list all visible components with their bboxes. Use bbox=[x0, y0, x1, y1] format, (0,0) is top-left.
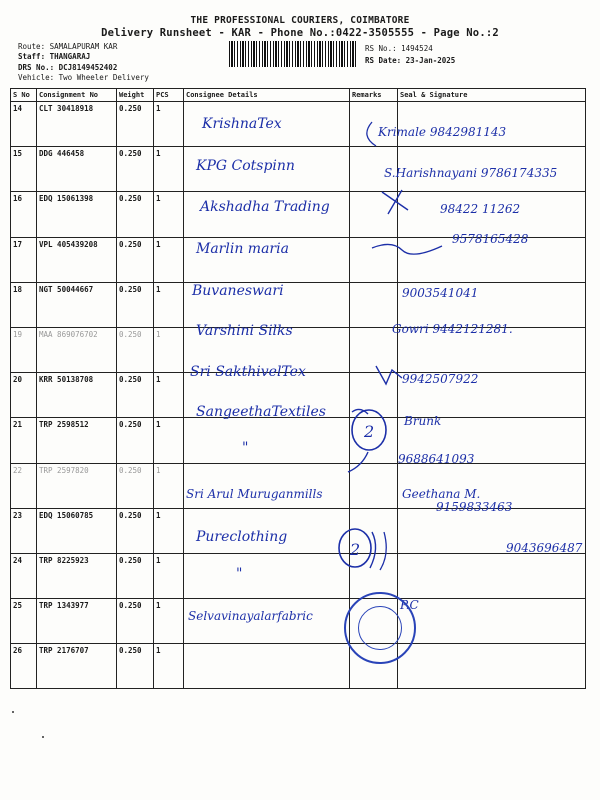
handwritten-signature: Krimale 9842981143 bbox=[378, 125, 507, 139]
delivery-seal-stamp bbox=[344, 592, 416, 664]
staff-label: Staff: THANGARAJ bbox=[18, 52, 91, 61]
col-sno: S No bbox=[11, 89, 37, 102]
cell-pcs: 1 bbox=[154, 463, 184, 508]
col-signature: Seal & Signature bbox=[398, 89, 586, 102]
cell-consignment: TRP 1343977 bbox=[37, 599, 117, 644]
handwritten-signature: 9578165428 bbox=[452, 232, 529, 246]
cell-consignment: NGT 50044667 bbox=[37, 282, 117, 327]
handwritten-consignee: " bbox=[236, 566, 243, 582]
cell-weight: 0.250 bbox=[117, 237, 154, 282]
handwritten-consignee: Sri SakthivelTex bbox=[190, 364, 306, 380]
cell-consignment: CLT 30418918 bbox=[37, 102, 117, 147]
cell-pcs: 1 bbox=[154, 237, 184, 282]
col-consignee: Consignee Details bbox=[184, 89, 350, 102]
handwritten-signature: 9003541041 bbox=[402, 286, 479, 300]
handwritten-consignee: Akshadha Trading bbox=[200, 199, 330, 215]
cell-weight: 0.250 bbox=[117, 463, 154, 508]
cell-sno: 24 bbox=[11, 553, 37, 598]
cell-weight: 0.250 bbox=[117, 327, 154, 372]
cell-weight: 0.250 bbox=[117, 553, 154, 598]
cell-sno: 19 bbox=[11, 327, 37, 372]
handwritten-consignee: Pureclothing bbox=[196, 529, 288, 545]
handwritten-consignee: " bbox=[242, 440, 249, 456]
handwritten-signature: 9942507922 bbox=[402, 372, 479, 386]
cell-consignment: TRP 2176707 bbox=[37, 644, 117, 689]
cell-weight: 0.250 bbox=[117, 508, 154, 553]
cell-pcs: 1 bbox=[154, 192, 184, 237]
cell-weight: 0.250 bbox=[117, 147, 154, 192]
runsheet-title: Delivery Runsheet - KAR - Phone No.:0422-3505555 - Page No.:2 bbox=[101, 27, 499, 39]
handwritten-consignee: KrishnaTex bbox=[202, 116, 282, 132]
col-weight: Weight bbox=[117, 89, 154, 102]
handwritten-signature: 98422 11262 bbox=[440, 202, 521, 216]
cell-pcs: 1 bbox=[154, 282, 184, 327]
cell-pcs: 1 bbox=[154, 327, 184, 372]
handwritten-signature: S.Harishnayani 9786174335 bbox=[384, 166, 558, 180]
route-label: Route: SAMALAPURAM KAR bbox=[18, 42, 118, 51]
cell-consignment: EDQ 15061398 bbox=[37, 192, 117, 237]
cell-pcs: 1 bbox=[154, 418, 184, 463]
cell-consignment: DDG 446458 bbox=[37, 147, 117, 192]
handwritten-consignee: Selvavinayalarfabric bbox=[188, 609, 313, 623]
handwritten-signature: 9043696487 bbox=[506, 541, 583, 555]
scan-speck bbox=[42, 736, 44, 738]
cell-weight: 0.250 bbox=[117, 102, 154, 147]
cell-consignment: VPL 405439208 bbox=[37, 237, 117, 282]
cell-pcs: 1 bbox=[154, 599, 184, 644]
cell-weight: 0.250 bbox=[117, 418, 154, 463]
cell-weight: 0.250 bbox=[117, 282, 154, 327]
handwritten-consignee: Buvaneswari bbox=[192, 283, 284, 299]
seal-inner-ring bbox=[358, 606, 402, 650]
handwritten-consignee: Marlin maria bbox=[196, 241, 289, 257]
col-pcs: PCS bbox=[154, 89, 184, 102]
cell-pcs: 1 bbox=[154, 644, 184, 689]
handwritten-signature: Gowri 9442121281. bbox=[392, 322, 513, 336]
cell-pcs: 1 bbox=[154, 373, 184, 418]
cell-pcs: 1 bbox=[154, 147, 184, 192]
cell-sno: 23 bbox=[11, 508, 37, 553]
cell-pcs: 1 bbox=[154, 508, 184, 553]
col-consignment: Consignment No bbox=[37, 89, 117, 102]
cell-sno: 18 bbox=[11, 282, 37, 327]
cell-sno: 17 bbox=[11, 237, 37, 282]
scan-speck bbox=[12, 711, 14, 713]
cell-consignment: MAA 869076702 bbox=[37, 327, 117, 372]
handwritten-signature: Brunk bbox=[404, 414, 442, 428]
company-name: THE PROFESSIONAL COURIERS, COIMBATORE bbox=[190, 15, 410, 26]
cell-pcs: 1 bbox=[154, 102, 184, 147]
cell-weight: 0.250 bbox=[117, 599, 154, 644]
cell-sno: 22 bbox=[11, 463, 37, 508]
cell-sno: 15 bbox=[11, 147, 37, 192]
handwritten-signature: 9688641093 bbox=[398, 452, 475, 466]
cell-consignment: KRR 50138708 bbox=[37, 373, 117, 418]
cell-weight: 0.250 bbox=[117, 192, 154, 237]
handwritten-signature: P.C bbox=[400, 598, 419, 612]
cell-pcs: 1 bbox=[154, 553, 184, 598]
col-remarks: Remarks bbox=[350, 89, 398, 102]
rs-number: RS No.: 1494524 bbox=[365, 44, 433, 53]
cell-sno: 16 bbox=[11, 192, 37, 237]
cell-sno: 26 bbox=[11, 644, 37, 689]
cell-consignment: EDQ 15060785 bbox=[37, 508, 117, 553]
handwritten-consignee: SangeethaTextiles bbox=[196, 404, 326, 420]
cell-sno: 20 bbox=[11, 373, 37, 418]
vehicle-label: Vehicle: Two Wheeler Delivery bbox=[18, 73, 149, 82]
cell-consignment: TRP 2597820 bbox=[37, 463, 117, 508]
handwritten-consignee: Varshini Silks bbox=[196, 323, 293, 339]
rs-date: RS Date: 23-Jan-2025 bbox=[365, 56, 456, 65]
circle-21-22-number: 2 bbox=[364, 422, 375, 441]
cell-sno: 14 bbox=[11, 102, 37, 147]
drs-number: DRS No.: DCJ8149452402 bbox=[18, 63, 118, 72]
cell-consignment: TRP 8225923 bbox=[37, 553, 117, 598]
cell-sno: 25 bbox=[11, 599, 37, 644]
cell-weight: 0.250 bbox=[117, 644, 154, 689]
cell-consignment: TRP 2598512 bbox=[37, 418, 117, 463]
handwritten-consignee: KPG Cotspinn bbox=[196, 158, 295, 174]
cell-sno: 21 bbox=[11, 418, 37, 463]
circle-24-25-number: 2 bbox=[350, 540, 361, 559]
handwritten-signature: 9159833463 bbox=[436, 500, 513, 514]
cell-weight: 0.250 bbox=[117, 373, 154, 418]
handwritten-signature: Geethana M. bbox=[402, 487, 481, 501]
handwritten-consignee: Sri Arul Muruganmills bbox=[186, 487, 323, 501]
